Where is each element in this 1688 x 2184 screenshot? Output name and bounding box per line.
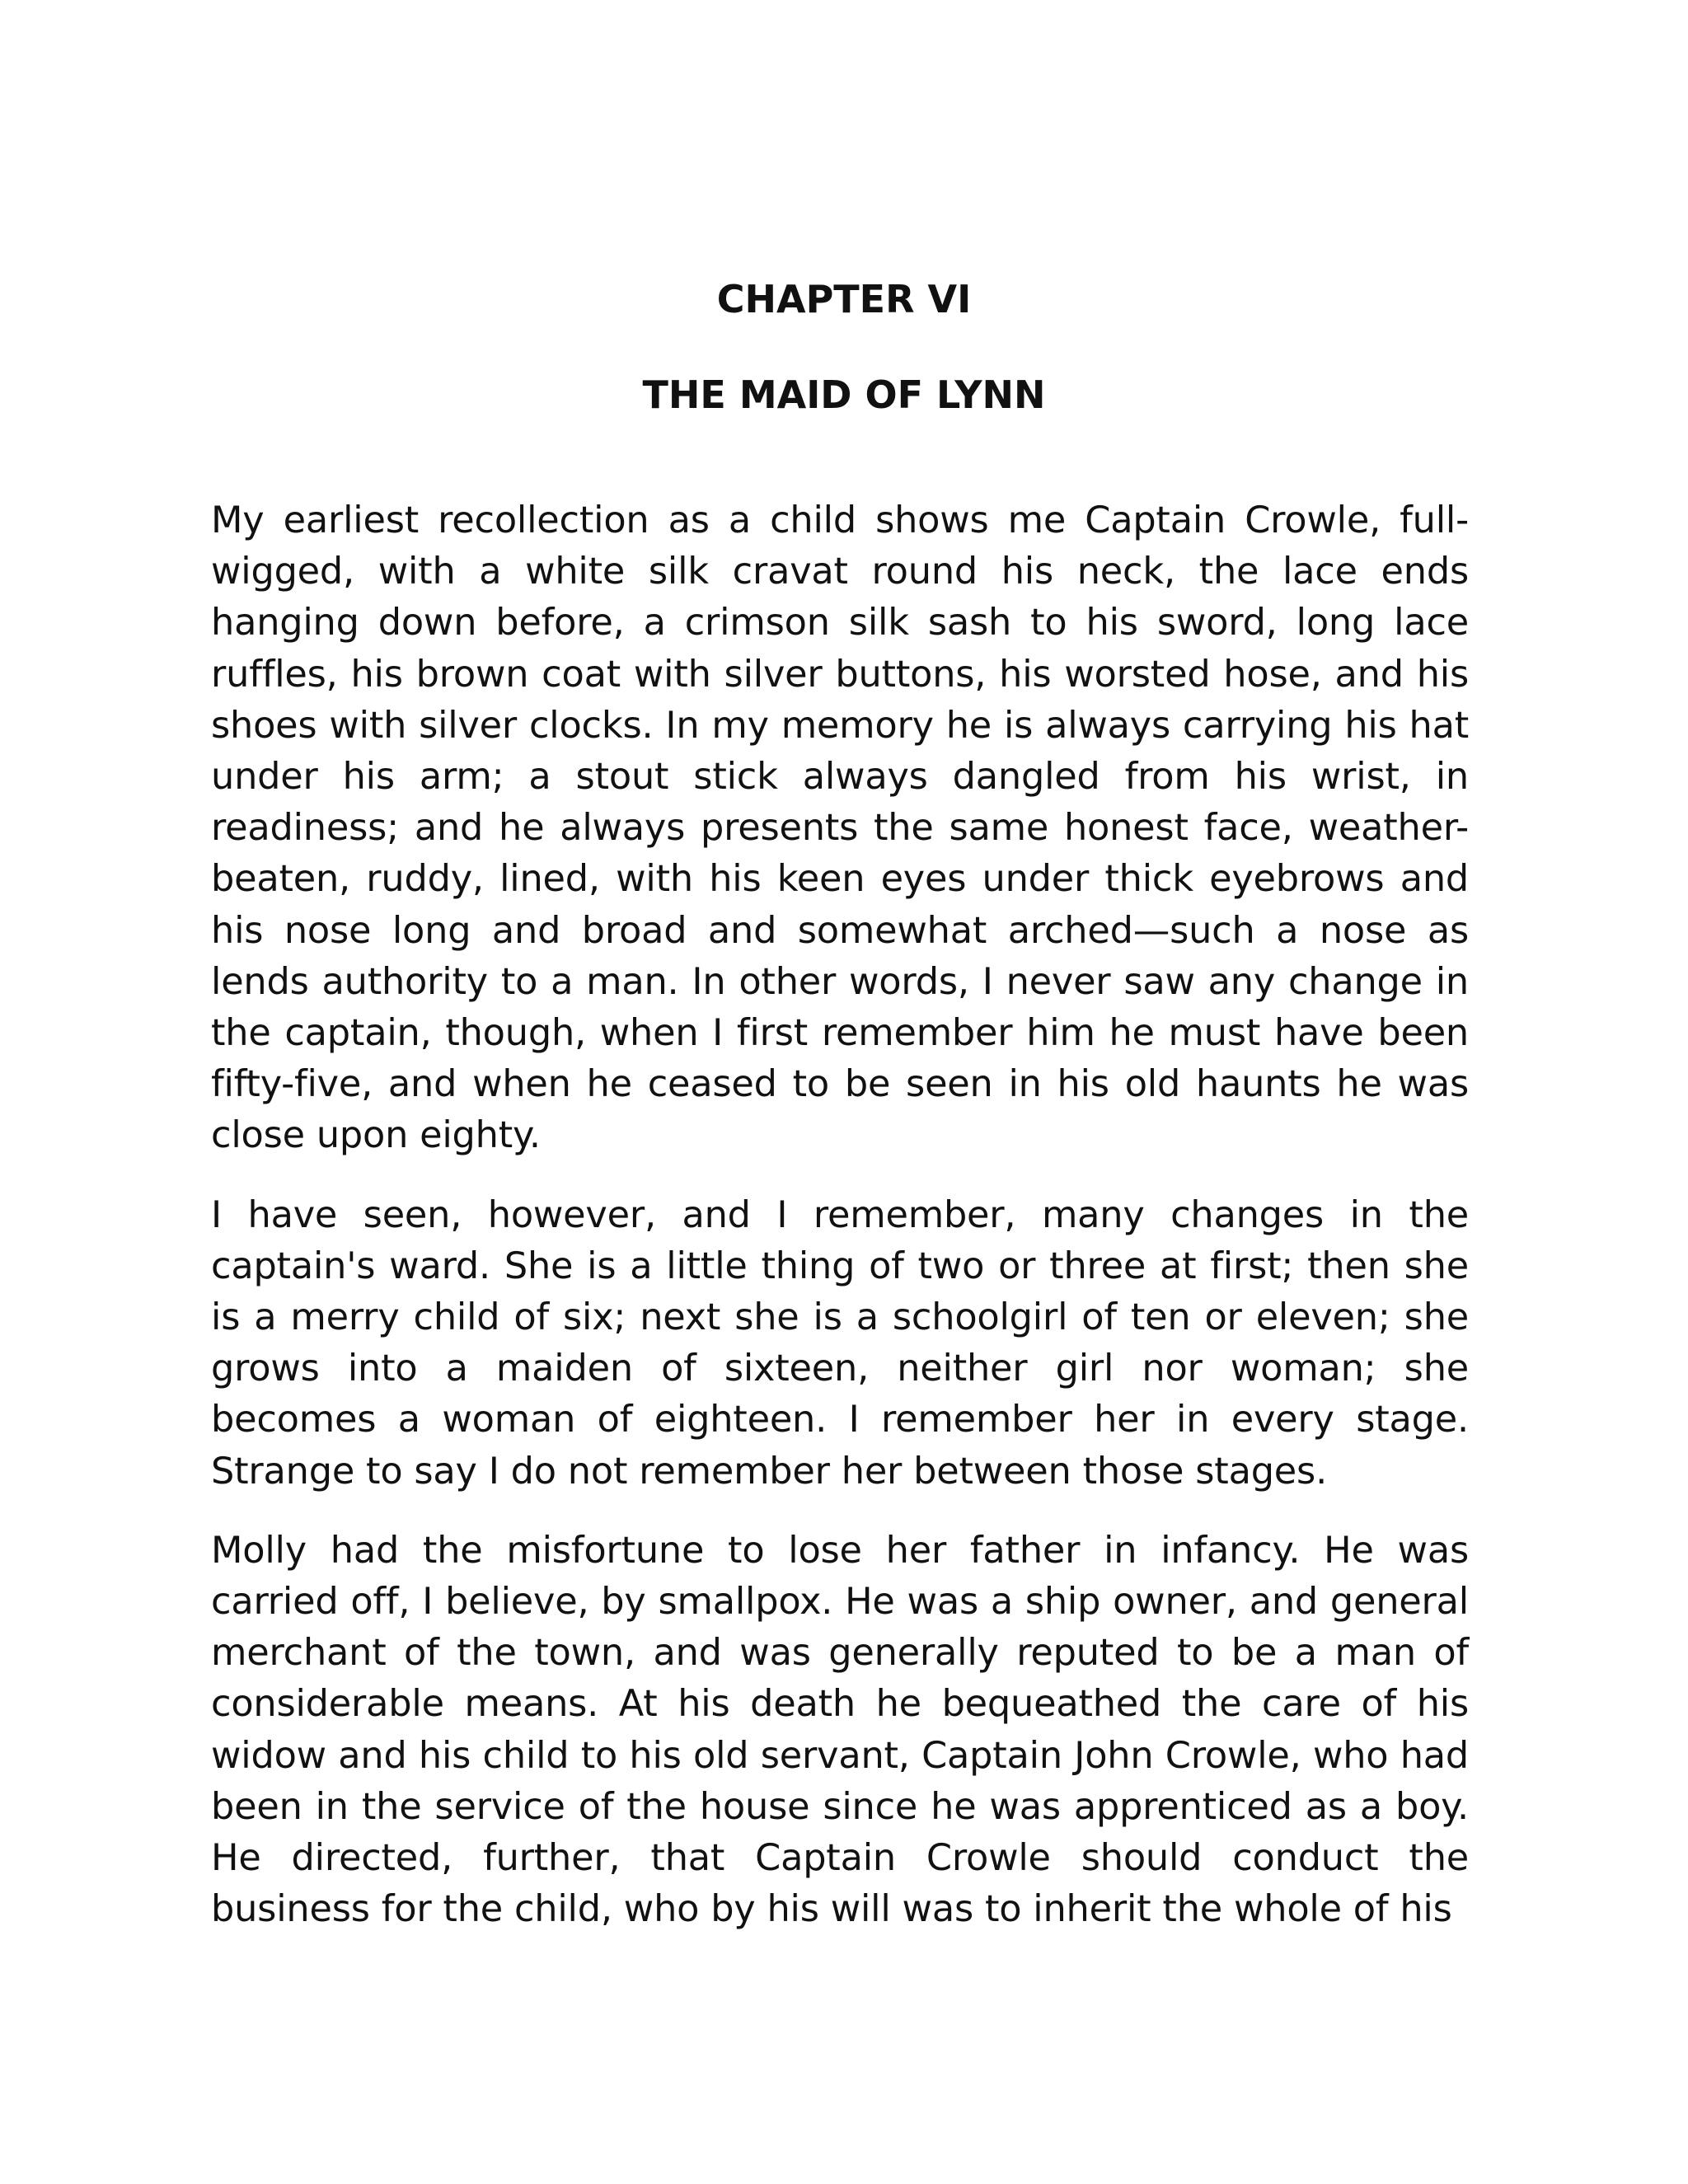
paragraph-3: Molly had the misfortune to lose her father in infancy. He was carried off, I believe, by smallpox. He was a ship owner, and general merchant of the town, and was generally reputed to be a man of considerable means. At his death he bequeathed the care of his widow and his child to his old servant, Captain John Crowle, who had been in the service of the house since he was apprenticed as a boy. He directed, further, that Captain Crowle should conduct the business for the child, who by his will was to inherit the whole of his	[211, 1528, 1469, 1931]
chapter-number: CHAPTER VI	[716, 277, 972, 321]
paragraph-1: My earliest recollection as a child shows me Captain Crowle, full-wigged, with a white silk cravat round his neck, the lace ends hanging down before, a crimson silk sash to his sword, long lace ruffles, his brown coat with silver buttons, his worsted hose, and his shoes with silver clocks. In my memory he is always carrying his hat under his arm; a stout stick always dangled from his wrist, in readiness; and he always presents the same honest face, weather-beaten, ruddy, lined, with his keen eyes under thick eyebrows and his nose long and broad and somewhat arched—such a nose as lends authority to a man. In other words, I never saw any change in the captain, though, when I first remember him he must have been fifty-five, and when he ceased to be seen in his old haunts he was close upon eighty.	[211, 499, 1469, 1157]
chapter-body	[211, 494, 1469, 1962]
chapter-title: THE MAID OF LYNN	[642, 373, 1046, 417]
paragraph-2: I have seen, however, and I remember, many changes in the captain's ward. She is a little thing of two or three at first; then she is a merry child of six; next she is a schoolgirl of ten or eleven; she grows into a maiden of sixteen, neither girl nor woman; she becomes a woman of eighteen. I remember her in every stage. Strange to say I do not remember her between those stages.	[211, 1193, 1469, 1493]
